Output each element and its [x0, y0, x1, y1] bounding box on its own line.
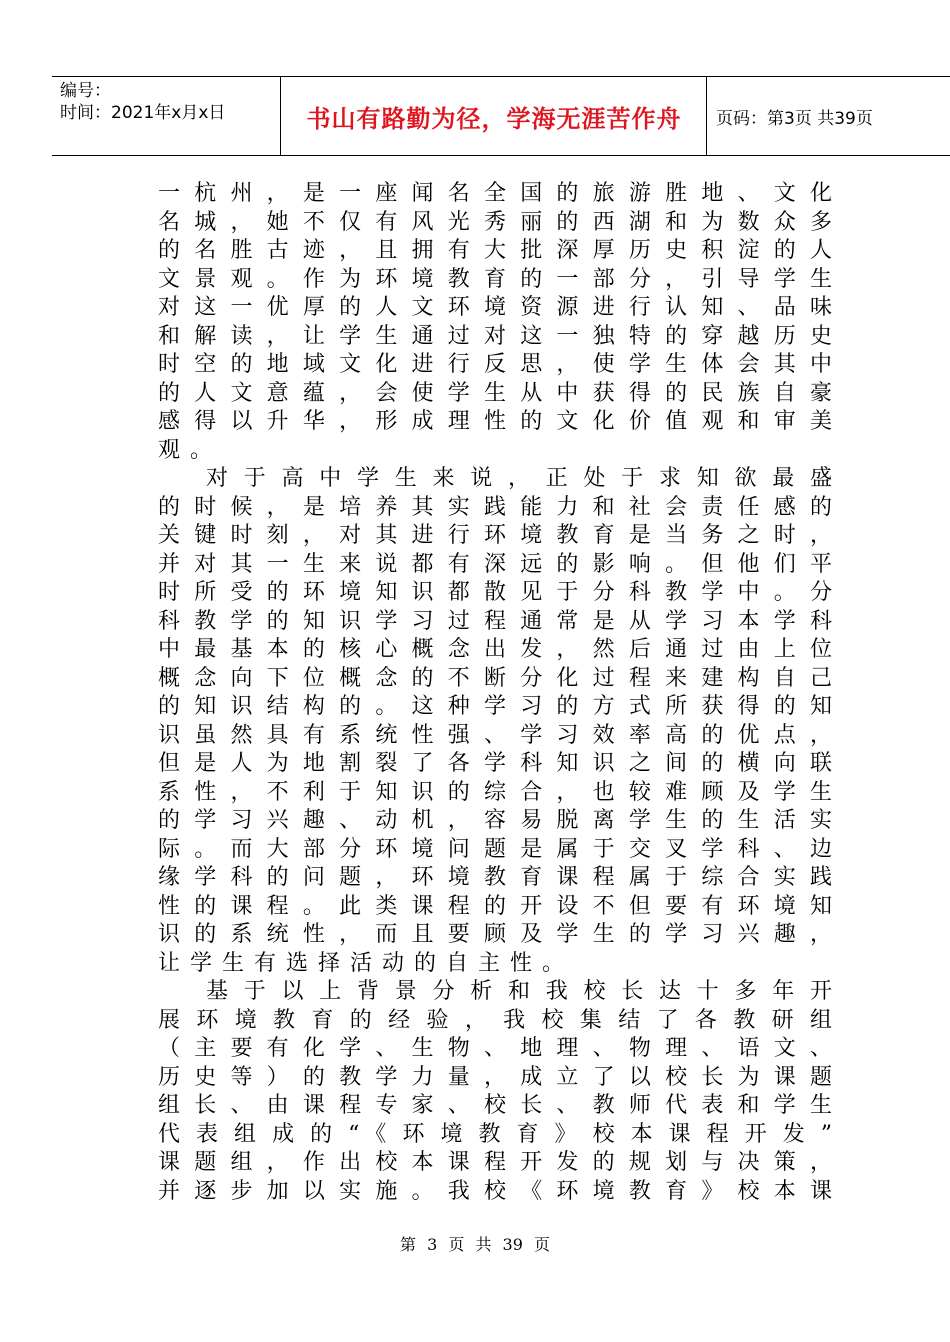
text-line: 中最基本的核心概念出发，然后通过由上位: [158, 637, 832, 662]
text-line: 历史等）的教学力量，成立了以校长为课题: [158, 1064, 832, 1090]
paragraph-start-line: 基于以上背景分析和我校长达十多年开: [206, 979, 832, 1004]
document-body: [158, 180, 832, 1206]
page-footer: 第 3 页 共 39 页: [400, 1235, 550, 1254]
text-line: 时空的地域文化进行反思，使学生体会其中: [158, 352, 832, 377]
header-page-info: 页码：第3页 共39页: [716, 108, 873, 129]
text-line: 对这一优厚的人文环境资源进行认知、品味: [158, 295, 832, 320]
text-line: 并对其一生来说都有深远的影响。但他们平: [158, 551, 832, 577]
text-line: 组长、由课程专家、校长、教师代表和学生: [158, 1093, 832, 1118]
text-line: 的学习兴趣、动机，容易脱离学生的生活实: [158, 808, 832, 833]
text-line: 感得以升华，形成理性的文化价值观和审美: [158, 409, 832, 434]
text-line: 的知识结构的。这种学习的方式所获得的知: [158, 694, 832, 719]
text-line: 的人文意蕴，会使学生从中获得的民族自豪: [158, 380, 832, 406]
text-line: 文景观。作为环境教育的一部分，引导学生: [158, 266, 832, 292]
header-divider-right: [706, 76, 707, 156]
text-line: 性的课程。此类课程的开设不但要有环境知: [158, 893, 832, 919]
number-label: 编号：: [60, 81, 111, 101]
text-line: 让学生有选择活动的自主性。: [158, 950, 575, 976]
text-line: 观。: [158, 437, 223, 463]
text-line: 一杭州，是一座闻名全国的旅游胜地、文化: [158, 181, 832, 206]
text-line: 缘学科的问题，环境教育课程属于综合实践: [158, 865, 832, 890]
text-line: 课题组，作出校本课程开发的规划与决策，: [158, 1150, 832, 1175]
text-line: 科教学的知识学习过程通常是从学习本学科: [158, 608, 832, 634]
text-line: 并逐步加以实施。我校《环境教育》校本课: [158, 1178, 832, 1204]
header-divider-left: [280, 76, 281, 156]
time-label: 时间：2021年x月x日: [60, 103, 226, 123]
text-line: 系性，不利于知识的综合，也较难顾及学生: [158, 779, 832, 805]
text-line: （主要有化学、生物、地理、物理、语文、: [158, 1036, 832, 1061]
text-line: 关键时刻，对其进行环境教育是当务之时，: [158, 523, 832, 548]
text-line: 时所受的环境知识都散见于分科教学中。分: [158, 580, 832, 605]
text-line: 名城，她不仅有风光秀丽的西湖和为数众多: [158, 209, 832, 235]
text-line: 代表组成的“《环境教育》校本课程开发”: [158, 1121, 832, 1147]
text-line: 际。而大部分环境问题是属于交叉学科、边: [158, 836, 832, 862]
paragraph-start-line: 对于高中学生来说，正处于求知欲最盛: [206, 466, 832, 491]
text-line: 展环境教育的经验，我校集结了各教研组: [158, 1007, 832, 1033]
text-line: 概念向下位概念的不断分化过程来建构自己: [158, 665, 832, 691]
text-line: 识的系统性，而且要顾及学生的学习兴趣，: [158, 922, 832, 947]
text-line: 的时候，是培养其实践能力和社会责任感的: [158, 494, 832, 520]
text-line: 和解读，让学生通过对这一独特的穿越历史: [158, 323, 832, 349]
text-line: 但是人为地割裂了各学科知识之间的横向联: [158, 751, 832, 776]
header-meta: [60, 80, 275, 124]
text-line: 识虽然具有系统性强、学习效率高的优点，: [158, 722, 832, 748]
header-motto: 书山有路勤为径，学海无涯苦作舟: [306, 104, 682, 133]
text-line: 的名胜古迹，且拥有大批深厚历史积淀的人: [158, 238, 832, 263]
